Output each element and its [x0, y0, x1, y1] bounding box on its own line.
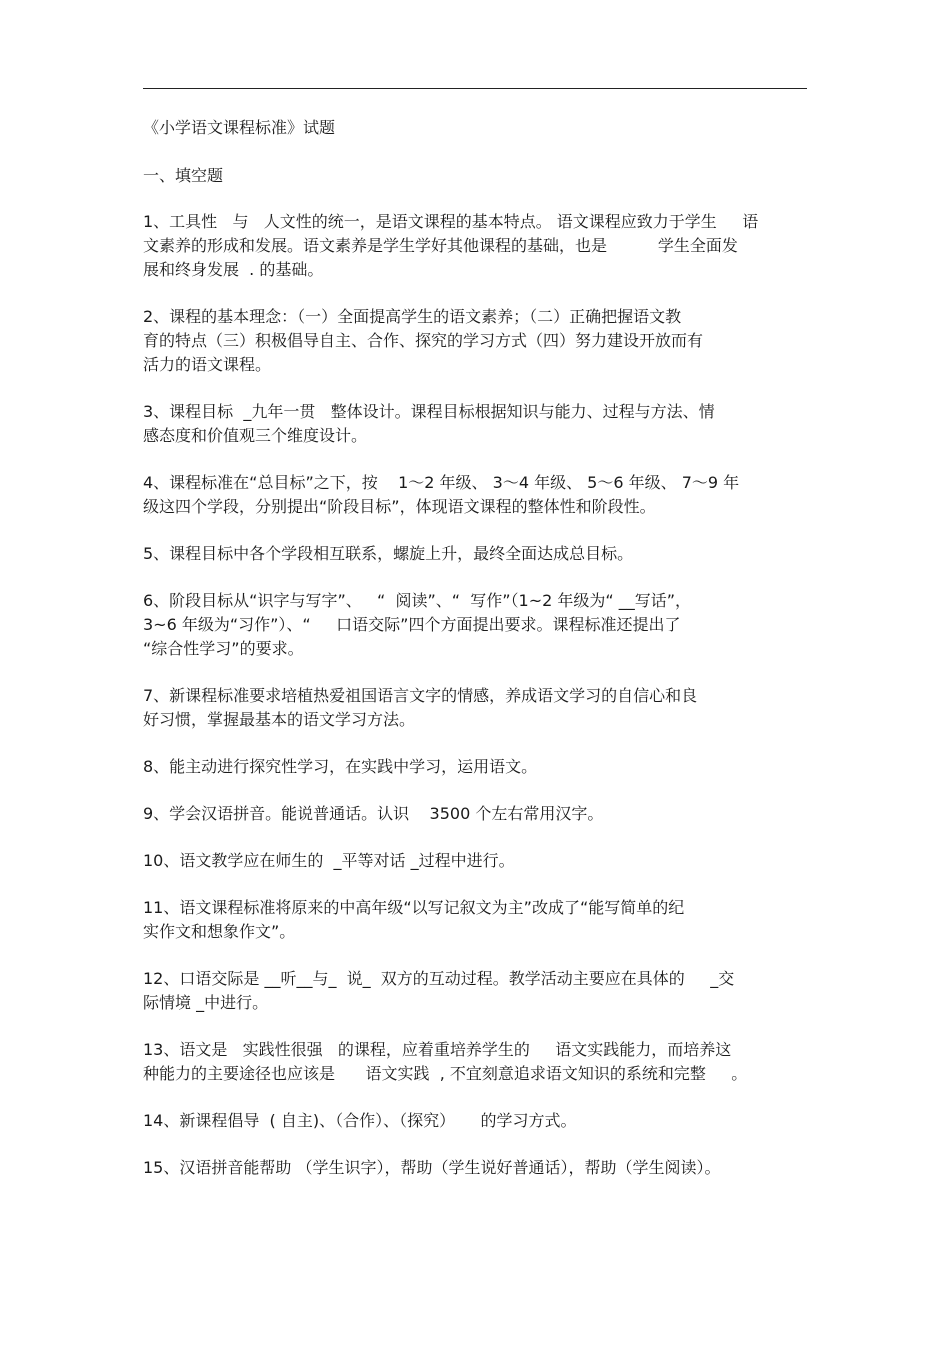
- question-line: 6、阶段目标从“识字与写字”、 “ 阅读”、“ 写作”（1~2 年级为“ __写话”，: [143, 591, 692, 610]
- question-item: [143, 896, 809, 944]
- question-item: [143, 1038, 809, 1086]
- question-item: [143, 210, 809, 282]
- question-line: 3、课程目标 _九年一贯 整体设计。课程目标根据知识与能力、过程与方法、情: [143, 402, 715, 421]
- question-line: 文素养的形成和发展。语文素养是学生学好其他课程的基础，也是 学生全面发: [143, 236, 738, 255]
- question-line: 11、语文课程标准将原来的中高年级“以写记叙文为主”改成了“能写简单的纪: [143, 898, 685, 917]
- question-line: 7、新课程标准要求培植热爱祖国语言文字的情感，养成语文学习的自信心和良: [143, 686, 698, 705]
- document-body: [143, 116, 809, 1203]
- question-line: 实作文和想象作文”。: [143, 922, 296, 941]
- question-item: [143, 542, 809, 566]
- question-item: [143, 802, 809, 826]
- question-line: 12、口语交际是 __听__与_ 说_ 双方的互动过程。教学活动主要应在具体的 _交: [143, 969, 735, 988]
- question-item: [143, 400, 809, 448]
- question-line: 9、学会汉语拼音。能说普通话。认识 3500 个左右常用汉字。: [143, 804, 604, 823]
- question-item: [143, 471, 809, 519]
- question-line: 15、汉语拼音能帮助 （学生识字），帮助（学生说好普通话），帮助（学生阅读）。: [143, 1158, 721, 1177]
- question-line: 14、新课程倡导 ( 自主)、（合作）、（探究） 的学习方式。: [143, 1111, 577, 1130]
- question-item: [143, 305, 809, 377]
- question-line: 4、课程标准在“总目标”之下，按 1～2 年级、 3～4 年级、 5～6 年级、 7～9 年: [143, 473, 740, 492]
- question-line: 2、课程的基本理念：（一）全面提高学生的语文素养；（二）正确把握语文教: [143, 307, 682, 326]
- question-line: 5、课程目标中各个学段相互联系，螺旋上升，最终全面达成总目标。: [143, 544, 634, 563]
- question-line: 感态度和价值观三个维度设计。: [143, 426, 368, 445]
- question-line: 际情境 _中进行。: [143, 993, 269, 1012]
- question-line: 3~6 年级为“习作”）、“ 口语交际”四个方面提出要求。课程标准还提出了: [143, 615, 681, 634]
- question-item: [143, 849, 809, 873]
- question-item: [143, 1156, 809, 1180]
- question-line: “综合性学习”的要求。: [143, 639, 304, 658]
- question-line: 好习惯，掌握最基本的语文学习方法。: [143, 710, 416, 729]
- question-line: 活力的语文课程。: [143, 355, 272, 374]
- question-line: 育的特点（三）积极倡导自主、合作、探究的学习方式（四）努力建设开放而有: [143, 331, 704, 350]
- question-item: [143, 1109, 809, 1133]
- question-item: [143, 755, 809, 779]
- question-line: 10、语文教学应在师生的 _平等对话 _过程中进行。: [143, 851, 515, 870]
- document-title: 《小学语文课程标准》试题: [143, 118, 336, 137]
- question-line: 展和终身发展 . 的基础。: [143, 260, 324, 279]
- question-item: [143, 684, 809, 732]
- question-line: 级这四个学段，分别提出“阶段目标”，体现语文课程的整体性和阶段性。: [143, 497, 656, 516]
- question-line: 种能力的主要途径也应该是 语文实践 , 不宜刻意追求语文知识的系统和完整 。: [143, 1064, 748, 1083]
- question-list: [143, 210, 809, 1180]
- question-line: 8、能主动进行探究性学习，在实践中学习，运用语文。: [143, 757, 538, 776]
- question-item: [143, 967, 809, 1015]
- question-line: 13、语文是 实践性很强 的课程，应着重培养学生的 语文实践能力，而培养这: [143, 1040, 732, 1059]
- top-rule: [143, 88, 807, 89]
- section-heading: 一、填空题: [143, 166, 224, 185]
- question-line: 1、工具性 与 人文性的统一，是语文课程的基本特点。 语文课程应致力于学生 语: [143, 212, 759, 231]
- question-item: [143, 589, 809, 661]
